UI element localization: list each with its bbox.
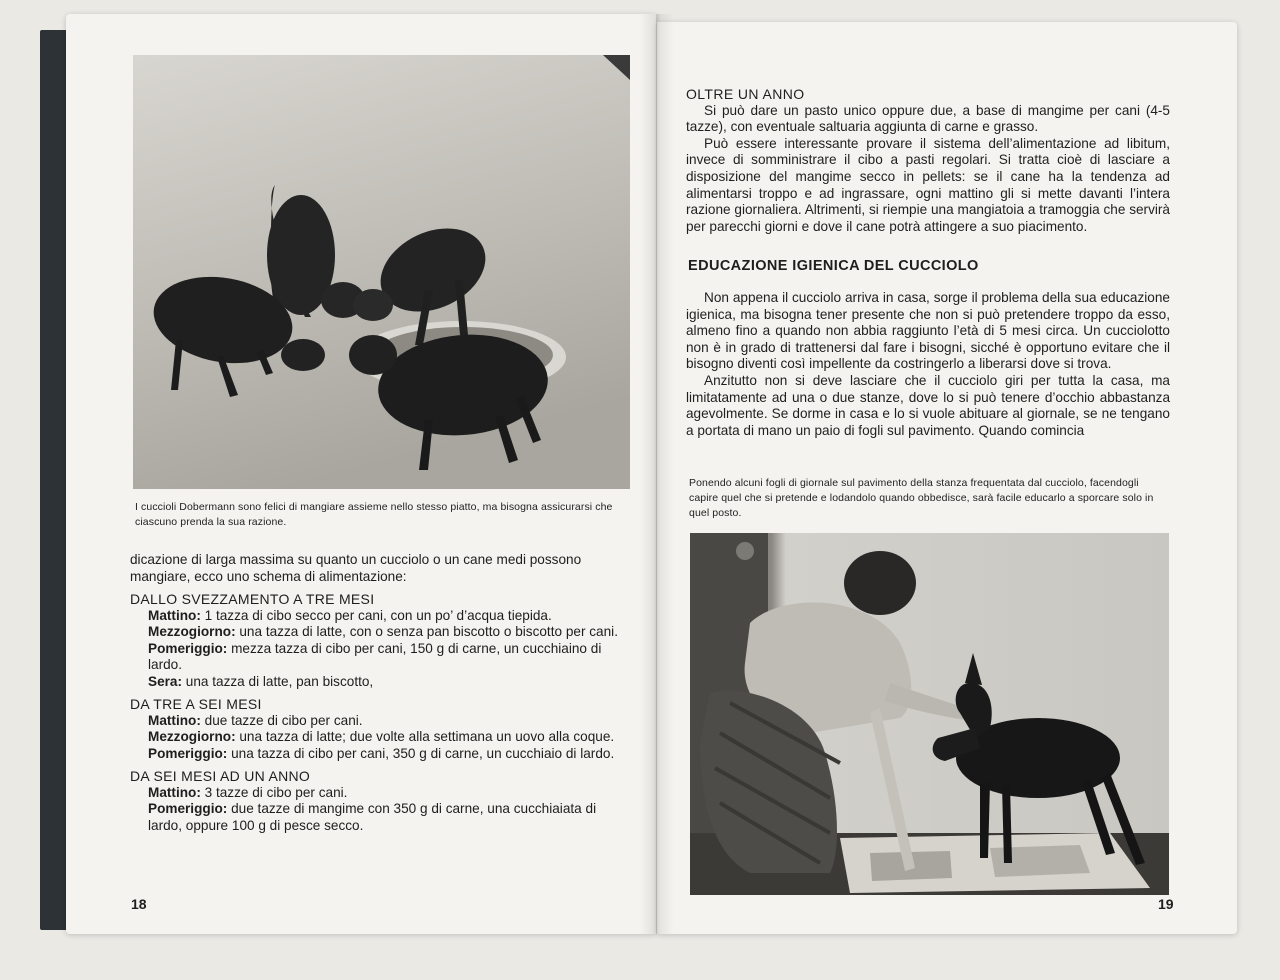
- period-title: DALLO SVEZZAMENTO A TRE MESI: [130, 591, 375, 607]
- left-photo-caption: I cuccioli Dobermann sono felici di mangiare assieme nello stesso piatto, ma bisogna assicurarsi che ciascuno prenda la sua razione.: [135, 501, 613, 528]
- meal-text: 3 tazze di cibo per cani.: [200, 784, 348, 800]
- meal-entry: [148, 713, 624, 730]
- meal-label: Mattino:: [148, 712, 201, 728]
- meal-label: Mattino:: [148, 784, 201, 800]
- meal-text: mezza tazza di cibo per cani, 150 g di carne, un cucchiaino di lardo.: [148, 640, 602, 672]
- meal-text: due tazze di cibo per cani.: [200, 712, 363, 728]
- left-page-number: 18: [131, 896, 147, 912]
- woman-training-puppy-photo: [690, 533, 1169, 895]
- meal-label: Pomeriggio:: [148, 640, 228, 656]
- meal-entry: [148, 746, 624, 763]
- chapter-body: [686, 290, 1170, 439]
- meal-text: una tazza di cibo per cani, 350 g di carne, un cucchiaio di lardo.: [227, 745, 615, 761]
- meal-entry: [148, 729, 624, 746]
- meal-entry: [148, 674, 624, 691]
- meal-entry: [148, 624, 624, 641]
- meal-label: Mattino:: [148, 607, 201, 623]
- meal-entry: [148, 641, 624, 674]
- meal-text: due tazze di mangime con 350 g di carne, una cucchiaiata di lardo, oppure 100 g di pesce secco.: [148, 801, 597, 833]
- meal-text: una tazza di latte, pan biscotto,: [182, 673, 374, 689]
- meal-label: Sera:: [148, 673, 183, 689]
- meal-entry: [148, 801, 624, 834]
- period-title: DA TRE A SEI MESI: [130, 696, 262, 712]
- meal-entry: [148, 785, 624, 802]
- section-paragraph: Può essere interessante provare il sistema dell’alimentazione ad libitum, invece di somministrare il cibo a pasti regolari. Si tratta cioè di lasciare a disposizione del mangime secco in pellets: se il cane ha la tendenza ad alimentarsi troppo e ad ingrassare, ogni mattino gli si mette davanti l’intera razione giornaliera. Altrimenti, si riempie una mangiatoia a tramoggia che servirà per parecchi giorni e dove il cane potrà attingere a suo piacimento.: [686, 135, 1170, 234]
- meal-label: Pomeriggio:: [148, 801, 228, 816]
- chapter-paragraph: Anzitutto non si deve lasciare che il cucciolo giri per tutta la casa, ma limitatamente ad una o due stanze, dove lo si può tenere d’occhio abbastanza agevolmente. Se dorme in casa e lo si vuole abituare al giornale, se ne tengano a portata di mano un paio di fogli sul pavimento. Quando comincia: [686, 372, 1170, 438]
- schedule-intro: dicazione di larga massima su quanto un cucciolo o un cane medi possono mangiare, ecco uno schema di alimentazione:: [130, 552, 582, 584]
- right-page-number: 19: [1158, 896, 1174, 912]
- chapter-paragraph: Non appena il cucciolo arriva in casa, sorge il problema della sua educazione igienica, ma bisogna tener presente che non si può pretendere troppo da esso, almeno fino a quando non abbia raggiunto l’età di 5 mesi circa. Un cucciolotto non è in grado di trattenersi dal fare i bisogni, sicché è opportuno evitare che il bisogno diventi così impellente da costringerlo a liberarsi dove si trova.: [686, 290, 1170, 372]
- meal-label: Mezzogiorno:: [148, 729, 236, 744]
- meal-label: Mezzogiorno:: [148, 624, 236, 639]
- chapter-heading: EDUCAZIONE IGIENICA DEL CUCCIOLO: [688, 258, 979, 274]
- meal-label: Pomeriggio:: [148, 745, 228, 761]
- period-title: DA SEI MESI AD UN ANNO: [130, 768, 311, 784]
- meal-text: una tazza di latte, con o senza pan biscotto o biscotto per cani.: [235, 624, 618, 639]
- meal-text: una tazza di latte; due volte alla settimana un uovo alla coque.: [235, 729, 615, 744]
- section-title: OLTRE UN ANNO: [686, 86, 805, 102]
- section-over-one-year: [686, 86, 1170, 235]
- right-photo-caption: Ponendo alcuni fogli di giornale sul pavimento della stanza frequentata dal cucciolo, facendogli capire quel che si pretende e lodandolo quando obbedisce, sarà facile educarlo a sporcare solo in quel posto.: [689, 477, 1154, 519]
- feeding-schedule: [130, 552, 624, 834]
- puppies-eating-photo: [133, 55, 630, 489]
- meal-text: 1 tazza di cibo secco per cani, con un po’ d’acqua tiepida.: [200, 607, 552, 623]
- section-paragraph: Si può dare un pasto unico oppure due, a base di mangime per cani (4-5 tazze), con eventuale saltuaria aggiunta di carne e grasso.: [686, 102, 1170, 135]
- meal-entry: [148, 608, 624, 625]
